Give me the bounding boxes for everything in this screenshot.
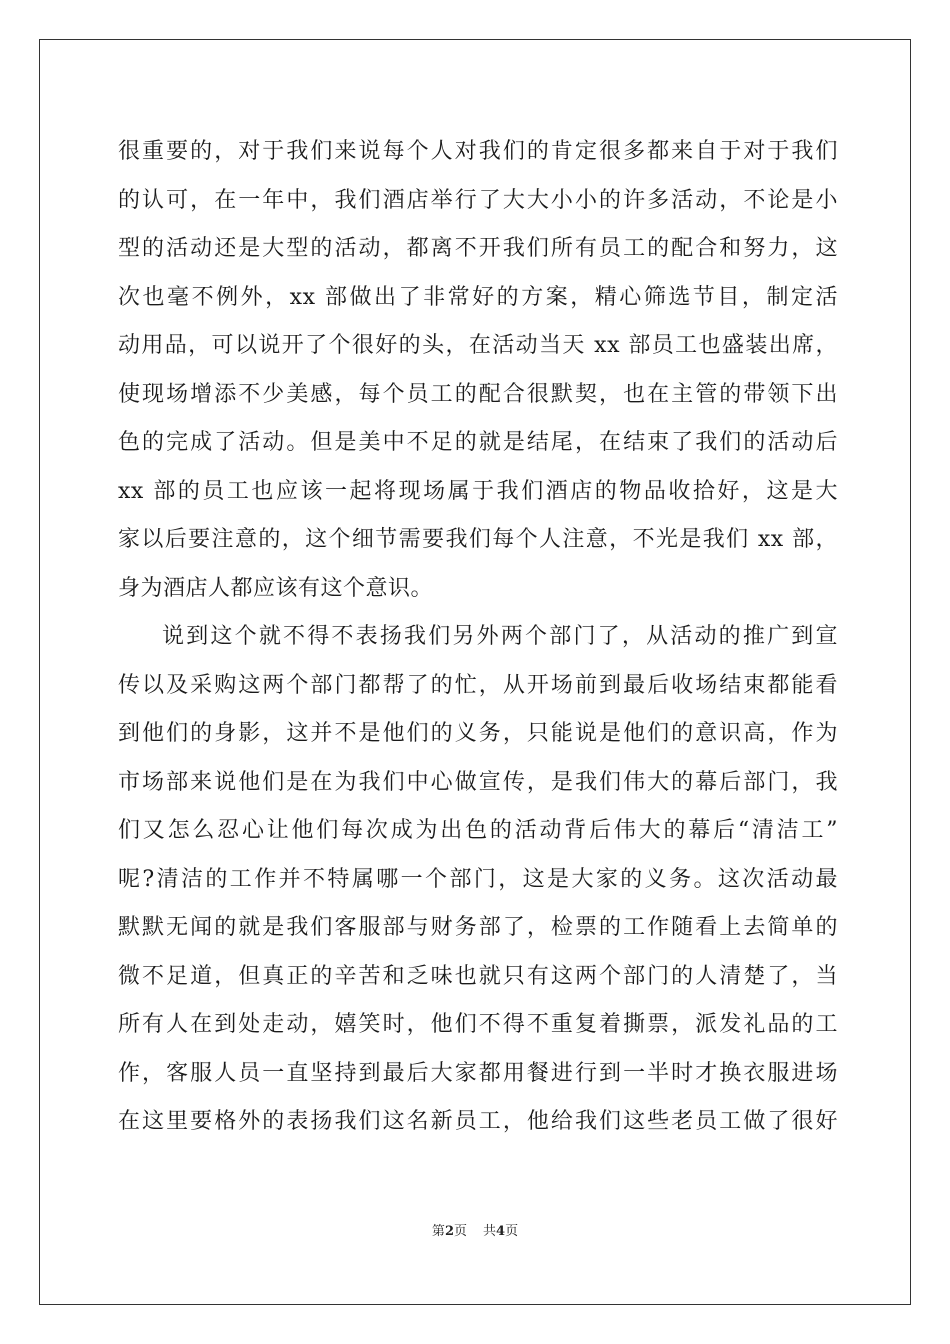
text-line: xx 部的员工也应该一起将现场属于我们酒店的物品收拾好，这是大 — [118, 478, 838, 504]
text-line: 型的活动还是大型的活动，都离不开我们所有员工的配合和努力，这 — [118, 236, 838, 261]
text-line: 家以后要注意的，这个细节需要我们每个人注意，不光是我们 xx 部， — [118, 527, 838, 552]
text-line: 在这里要格外的表扬我们这名新员工，他给我们这些老员工做了很好 — [118, 1109, 838, 1134]
page-total: 共4页 — [483, 1224, 519, 1239]
text-line: 呢?清洁的工作并不特属哪一个部门，这是大家的义务。这次活动最 — [118, 866, 838, 892]
text-line: 说到这个就不得不表扬我们另外两个部门了，从活动的推广到宣 — [162, 624, 838, 649]
text-line: 很重要的，对于我们来说每个人对我们的肯定很多都来自于对于我们 — [118, 139, 838, 164]
text-line: 微不足道，但真正的辛苦和乏味也就只有这两个部门的人清楚了，当 — [118, 963, 838, 989]
text-line: 色的完成了活动。但是美中不足的就是结尾，在结束了我们的活动后 — [118, 430, 838, 455]
text-line: 到他们的身影，这并不是他们的义务，只能说是他们的意识高，作为 — [118, 721, 838, 746]
document-body — [118, 128, 838, 1147]
text-line: 的认可，在一年中，我们酒店举行了大大小小的许多活动，不论是小 — [118, 187, 838, 213]
page-footer — [0, 1220, 950, 1239]
text-line: 所有人在到处走动，嬉笑时，他们不得不重复着撕票，派发礼品的工 — [118, 1012, 838, 1037]
text-line: 们又怎么忍心让他们每次成为出色的活动背后伟大的幕后“清洁工” — [118, 818, 838, 843]
text-line: 动用品，可以说开了个很好的头，在活动当天 xx 部员工也盛装出席， — [118, 333, 838, 358]
text-line: 传以及采购这两个部门都帮了的忙，从开场前到最后收场结束都能看 — [118, 672, 838, 698]
text-line: 身为酒店人都应该有这个意识。 — [118, 575, 434, 601]
text-line: 使现场增添不少美感，每个员工的配合很默契，也在主管的带领下出 — [118, 381, 838, 407]
text-line: 默默无闻的就是我们客服部与财务部了，检票的工作随看上去简单的 — [118, 915, 838, 940]
text-line: 作，客服人员一直坚持到最后大家都用餐进行到一半时才换衣服进场 — [118, 1060, 838, 1086]
text-line: 市场部来说他们是在为我们中心做宣传，是我们伟大的幕后部门，我 — [118, 769, 838, 795]
text-line: 次也毫不例外，xx 部做出了非常好的方案，精心筛选节目，制定活 — [118, 284, 838, 310]
page-number: 第2页 — [431, 1224, 467, 1239]
